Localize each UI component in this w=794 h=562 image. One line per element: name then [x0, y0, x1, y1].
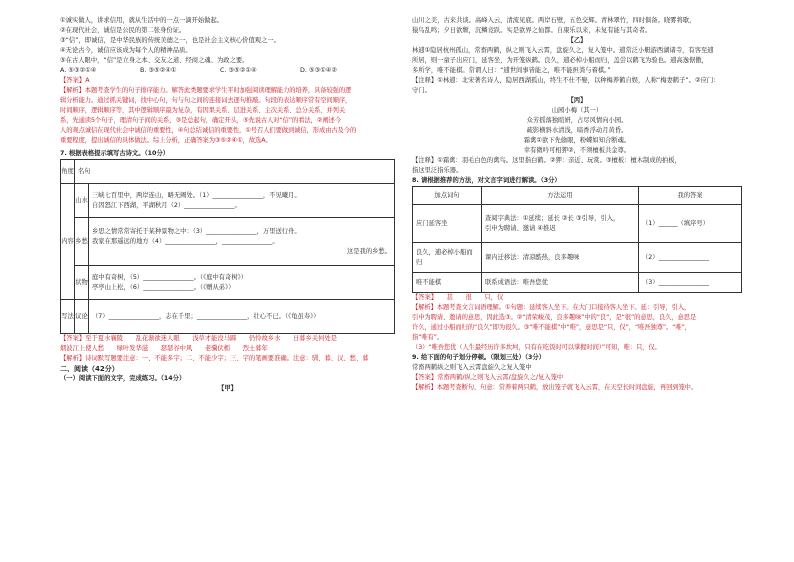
answer-7-line: 【答案】至于夏水襄陵 乱花渐欲迷人眼 浅草才能没马蹄 仍怜故乡水 日暮乡关何处是 — [60, 335, 338, 342]
analysis-8-line: 指“唯有”。 — [412, 334, 444, 341]
question-9: 9. 给下面的句子划分停顿。（限划三处）（3分） — [412, 354, 545, 361]
row-group-technique: 写法 — [61, 300, 75, 334]
sentence-item: ④无论古今，诚信应该成为每个人的精神品质。 — [60, 47, 192, 54]
analysis-line: 时间顺序，逻辑顺序等，其中逻辑顺序最为复杂，有因果关系、层进关系、主次关系、总分关系、并列关 — [60, 107, 346, 114]
sentence-item: ①诚实做人，讲求信用，就从生活中的一点一滴开始做起。 — [60, 17, 224, 24]
question-7: 7. 根据表格提示填写古诗文。（10分） — [60, 150, 170, 157]
note-line: 指这里泛指乐器。 — [412, 167, 463, 174]
analysis-8-line: 引申为聘请、邀请的意思，因此选③。②“清荣峻茂，良多趣味”中的“良”，是“很”的意思，良久，意思是 — [412, 314, 697, 321]
analysis-line: 重要程度，提出诚信的具体做法。综上分析，正确答案为③⑤②④①，故选A。 — [60, 137, 272, 144]
option-d: D. ⑤③①④② — [300, 67, 338, 74]
analysis-9: 【解析】本题考查断句，句意：常养着两只鹤，放出笼子就飞入云霄，在天空长时间盘旋，再回到笼中。 — [412, 384, 698, 391]
note-line: 【注释】①林逋：北宋著名诗人，隐居西湖孤山，终生不仕不娶，以种梅养鹤自娱，人称“梅妻鹤子”。②应门： — [412, 77, 720, 84]
sentence-item: ②在现代社会，诚信是公民的第二张身份证。 — [60, 27, 186, 34]
passage-line: 林逋①隐居杭州孤山，常畜两鹤，纵之则飞入云霄，盘旋久之，复入笼中。逋常泛小艇游西湖诸寺，有客至逋 — [412, 47, 714, 54]
header-method: 方法运用 — [482, 187, 639, 205]
analysis-8-line: （3）“唯吾您优（人生最经历许多坎坷，只有在吃饭时可以掌握时间）”可知，唯：只，仅。 — [412, 344, 661, 351]
answer-label: 【答案】A — [60, 77, 90, 84]
blank-6: 亭亭山上松，（6）________________。（《赠从弟》） — [92, 283, 235, 291]
sentence-item: ③“信”，即诚信，是中华民族的传统美德之一，也是社会主义核心价值观之一。 — [60, 37, 280, 44]
blank-3: 乡思之情常常寄托于某种景物之中：（3）________________，万里送行舟。 — [92, 227, 301, 235]
analysis-line: 人的观点诚信在现代社会中诚信的重要性，④句总结诚信的重要性，①号召人们要做到诚信，形成由古及今的 — [60, 127, 357, 134]
passage-bing-label: 【丙】 — [567, 97, 587, 104]
option-a: A. ⑤③②①④ — [60, 67, 97, 74]
category-object: 状物 — [75, 266, 89, 300]
passage-yi-label: 【乙】 — [567, 37, 587, 44]
blank-5: 庭中有奇树，（5）________________。（《庭中有奇树》） — [92, 273, 248, 281]
method-2: 课内迁移法：清凉酷热，良多趣味 — [482, 243, 639, 273]
blank-2: 自因怒江下西湖，平湖秋月（2）________________。 — [92, 201, 241, 209]
answer-options — [60, 66, 395, 76]
option-b: B. ③⑤②④① — [140, 67, 177, 74]
poem-line: 霜禽①欲下先偷眼，粉蝶如知合断魂。 — [523, 137, 631, 144]
word-2b: 归 — [416, 258, 423, 266]
analysis-line: 辑分析能力。通过抓关键词，找中心句，句与句之间的连接词去逐句推敲。句段的表达顺序常有空间顺序， — [60, 97, 352, 104]
category-landscape: 山水 — [75, 184, 89, 218]
question-8: 8. 请根据推荐的方法，对文言字词进行解读。（3分） — [412, 177, 561, 184]
poem-line: 众芳摇落独暄妍，占尽风情向小园。 — [526, 117, 628, 124]
passage-line: 多所学，唯不能棋。常谓人曰：“逋世间事皆能之，唯不能担粪与着棋。” — [412, 67, 611, 74]
right-column — [412, 16, 742, 393]
header-angle: 角度 — [61, 160, 75, 184]
section-reading: 二、阅读（42分） — [60, 365, 119, 373]
method-1b: 引申为聘请、邀请 ④推迟 — [485, 224, 556, 232]
poem-line: 幸有微吟可相狎②，不须檀板共金尊。 — [523, 147, 631, 154]
category-discussion: 议论 — [75, 300, 89, 334]
answer-8: 【答案】 甚 很 只，仅 — [412, 294, 504, 301]
header-word: 加点词句 — [413, 187, 482, 205]
blank-1: 三峡七百里中，两岸连山，略无阙处。（1）________________，不见曦月。 — [92, 191, 301, 199]
blank-4: 我家在那遥远的地方（4）________________，________________。 — [92, 237, 279, 245]
row-group-content: 内容 — [61, 184, 75, 300]
answer-7-line: 烟波江上使人愁 绿叶发华滋 瑟瑟谷中风 老骥伏枥 烈士暮年 — [60, 345, 268, 352]
row-tail: 这是我的乡愁。 — [346, 247, 391, 255]
answer-blank-3: （3）________________ — [639, 273, 742, 293]
left-column — [60, 16, 395, 394]
passage-line: 猿鸟乱鸣；夕日欲颓，沉鳞竞跃。实是欲界之仙都。自康乐以来，未复有能与其奇者。 — [412, 27, 652, 34]
option-c: C. ③⑤②①④ — [220, 67, 257, 74]
note-line: 【注释】①霜禽：羽毛白色的禽鸟。这里指白鹤。②狎：亲近、玩赏。③檀板：檀木制成的拍板， — [412, 157, 681, 164]
analysis-8-line: 许久，通过小船而归的“良久”即为很久。③“唯不能棋”中“唯”，意思是“只，仅”，“唯吾独尊”。“唯”， — [412, 324, 691, 331]
method-table — [412, 186, 742, 293]
note-line: 守门。 — [412, 87, 431, 94]
header-quote: 名句 — [75, 160, 395, 184]
word-1: 应门延客坐 — [413, 205, 482, 243]
answer-blank-1: （1）______（填序号） — [639, 205, 742, 243]
word-2: 良久，逋必棹小船而 — [416, 248, 473, 256]
poetry-table — [60, 159, 395, 334]
analysis-line: 系，先通读5个句子，理清句子间的关系，③是总起句，确定开头，⑤先说古人对“信”的看法，②阐述今 — [60, 117, 341, 124]
word-3: 唯不能棋 — [413, 273, 482, 293]
analysis-7: 【解析】诗词默写题要注意：一、不能多字；二、不能少字；三、字的笔画要准确。注意：驯、暮、汉、愁、暮 — [60, 355, 369, 362]
passage-jia-label: 【甲】 — [218, 385, 237, 392]
passage-line: 所居，则一童子出应门，延客坐，为开笼纵鹤。良久，逋必棹小船而归，盖尝以鹤飞为验也。逋高逸倨傲， — [412, 57, 708, 64]
method-1: 查阅字典法：①延续；延长 ②长 ③引导，引入， — [485, 214, 620, 222]
analysis-8-line: 【解析】本题考查文言词语理解。①句题：延续客人坐下。在大门口接待客人坐下。延：引导，引入， — [412, 304, 691, 311]
header-answer: 我的答案 — [639, 187, 742, 205]
passage-line: 山川之美，古来共谈。高峰入云，清流见底。两岸石壁，五色交辉。青林翠竹，四时俱备。晓雾将歇， — [412, 17, 696, 24]
answer-blank-2: （2）________________ — [639, 243, 742, 273]
sentence-to-split: 常畜两鹤纵之则飞入云霄盘旋久之复入笼中 — [412, 364, 532, 371]
subsection-1: （一）阅读下面的文字，完成练习。（14分） — [60, 375, 186, 382]
analysis-line: 【解析】本题考查学生的句子排序能力。解答此类题要求学生平时加强阅读理解能力的培养，具备较强的逻 — [60, 87, 352, 94]
poem-title: 山园小梅（其一） — [551, 107, 603, 114]
blank-7: （7）________________，志在千里；________________，壮心不已。（《龟虽寿》） — [92, 312, 320, 320]
category-homesick: 乡愁 — [75, 218, 89, 266]
answer-9: 【答案】常畜两鹤/纵之则飞入云霄/盘旋久之/复入笼中 — [412, 374, 564, 381]
poem-line: 疏影横斜水清浅，暗香浮动月黄昏。 — [526, 127, 628, 134]
method-3: 联系成语法：唯吾您优 — [482, 273, 639, 293]
sentence-item: ⑤在古人眼中，“信”是立身之本、交友之道、经商之魂、为政之要。 — [60, 57, 249, 64]
